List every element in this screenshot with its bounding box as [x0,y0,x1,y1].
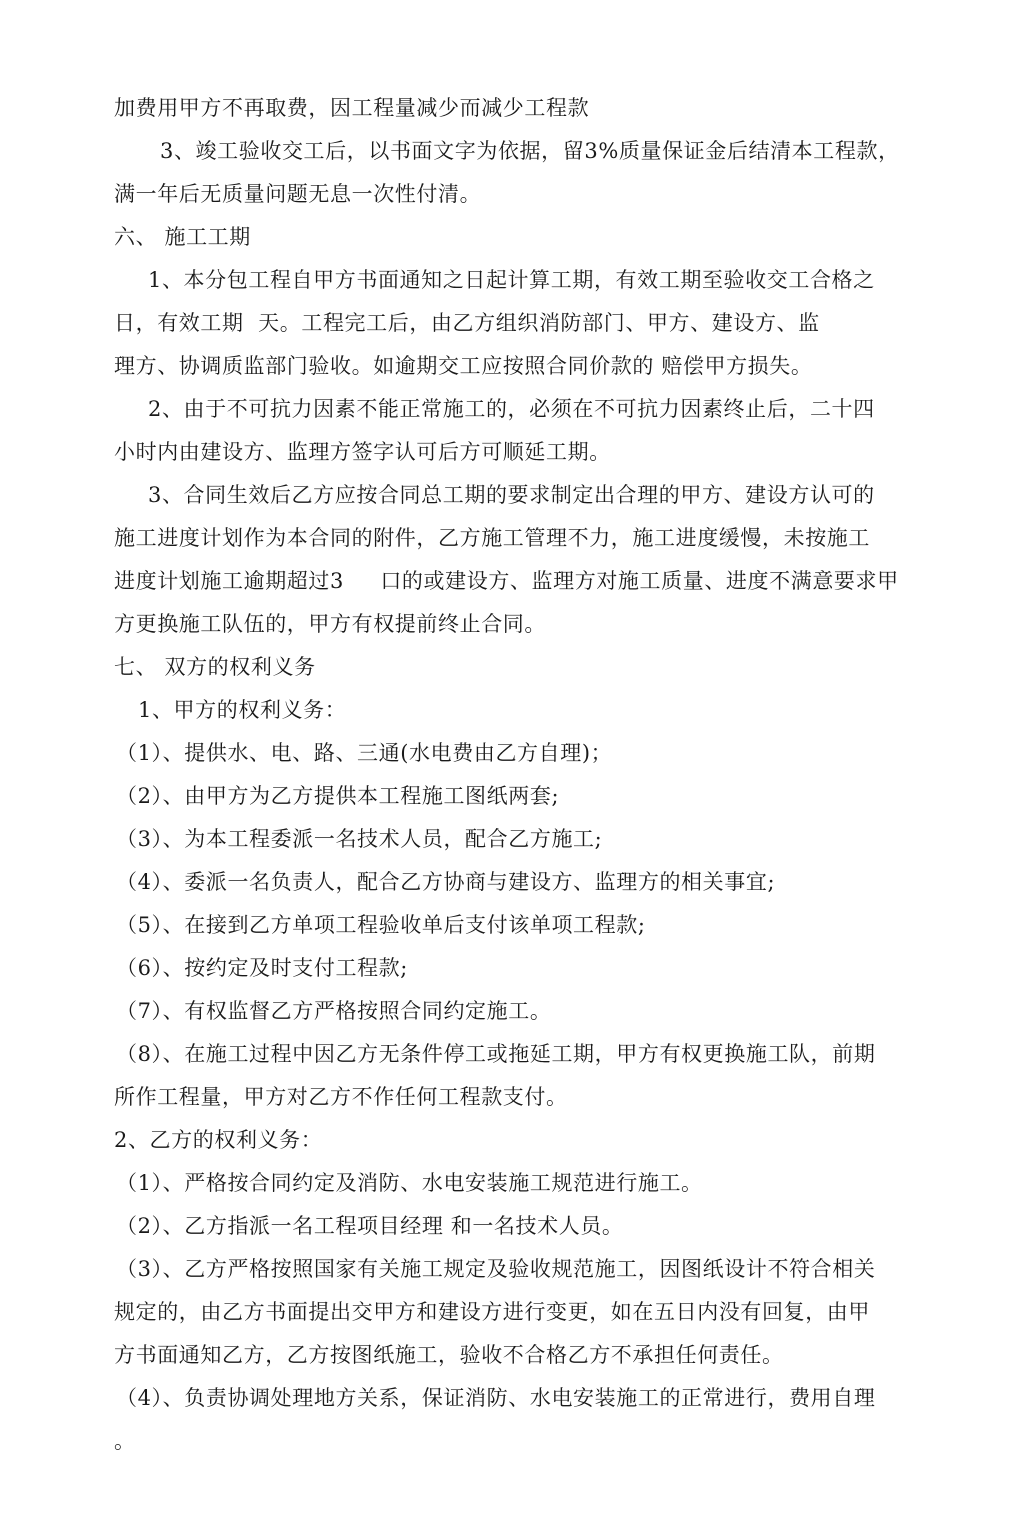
list-item: （3）、乙方严格按照国家有关施工规定及验收规范施工，因图纸设计不符合相关 [116,1257,876,1281]
list-item: （4）、负责协调处理地方关系，保证消防、水电安装施工的正常进行，费用自理 [116,1386,876,1410]
text-line: 小时内由建设方、监理方签字认可后方可顺延工期。 [114,440,611,464]
list-item: （5）、在接到乙方单项工程验收单后支付该单项工程款; [116,913,646,937]
list-item: （7）、有权监督乙方严格按照合同约定施工。 [116,999,552,1023]
subsection-heading: 2、乙方的权利义务： [114,1128,323,1152]
text-line: 所作工程量，甲方对乙方不作任何工程款支付。 [114,1085,568,1109]
list-item: （3）、为本工程委派一名技术人员，配合乙方施工; [116,827,603,851]
text-line: 方更换施工队伍的，甲方有权提前终止合同。 [114,612,546,636]
list-item: （2）、由甲方为乙方提供本工程施工图纸两套; [116,784,560,808]
list-item: （1）、严格按合同约定及消防、水电安装施工规范进行施工。 [116,1171,703,1195]
text-line: 加费用甲方不再取费，因工程量减少而减少工程款 [114,96,590,120]
text-line: 规定的，由乙方书面提出交甲方和建设方进行变更，如在五日内没有回复，由甲 [114,1300,870,1324]
text-line: 方书面通知乙方，乙方按图纸施工，验收不合格乙方不承担任何责任。 [114,1343,784,1367]
text-line: 1、本分包工程自甲方书面通知之日起计算工期，有效工期至验收交工合格之 [148,268,875,292]
text-line: 2、由于不可抗力因素不能正常施工的，必须在不可抗力因素终止后，二十四 [148,397,875,421]
list-item: （6）、按约定及时支付工程款; [116,956,408,980]
section-heading: 七、 双方的权利义务 [114,655,316,679]
list-item: （8）、在施工过程中因乙方无条件停工或拖延工期，甲方有权更换施工队，前期 [116,1042,876,1066]
text-line: 满一年后无质量问题无息一次性付清。 [114,182,482,206]
section-heading: 六、 施工工期 [114,225,251,249]
text-line: 日，有效工期 天。工程完工后，由乙方组织消防部门、甲方、建设方、监 [114,311,820,335]
text-line: 施工进度计划作为本合同的附件，乙方施工管理不力，施工进度缓慢，未按施工 [114,526,870,550]
text-line: 3、合同生效后乙方应按合同总工期的要求制定出合理的甲方、建设方认可的 [148,483,875,507]
subsection-heading: 1、甲方的权利义务： [138,698,347,722]
list-item: （1）、提供水、电、路、三通(水电费由乙方自理)； [116,741,613,765]
text-line: 3、竣工验收交工后，以书面文字为依据，留3%质量保证金后结清本工程款， [160,139,900,163]
text-line: 进度计划施工逾期超过3 口的或建设方、监理方对施工质量、进度不满意要求甲 [114,569,899,593]
text-line: 。 [114,1429,136,1453]
list-item: （4）、委派一名负责人，配合乙方协商与建设方、监理方的相关事宜; [116,870,776,894]
text-line: 理方、协调质监部门验收。如逾期交工应按照合同价款的 赔偿甲方损失。 [114,354,813,378]
list-item: （2）、乙方指派一名工程项目经理 和一名技术人员。 [116,1214,624,1238]
